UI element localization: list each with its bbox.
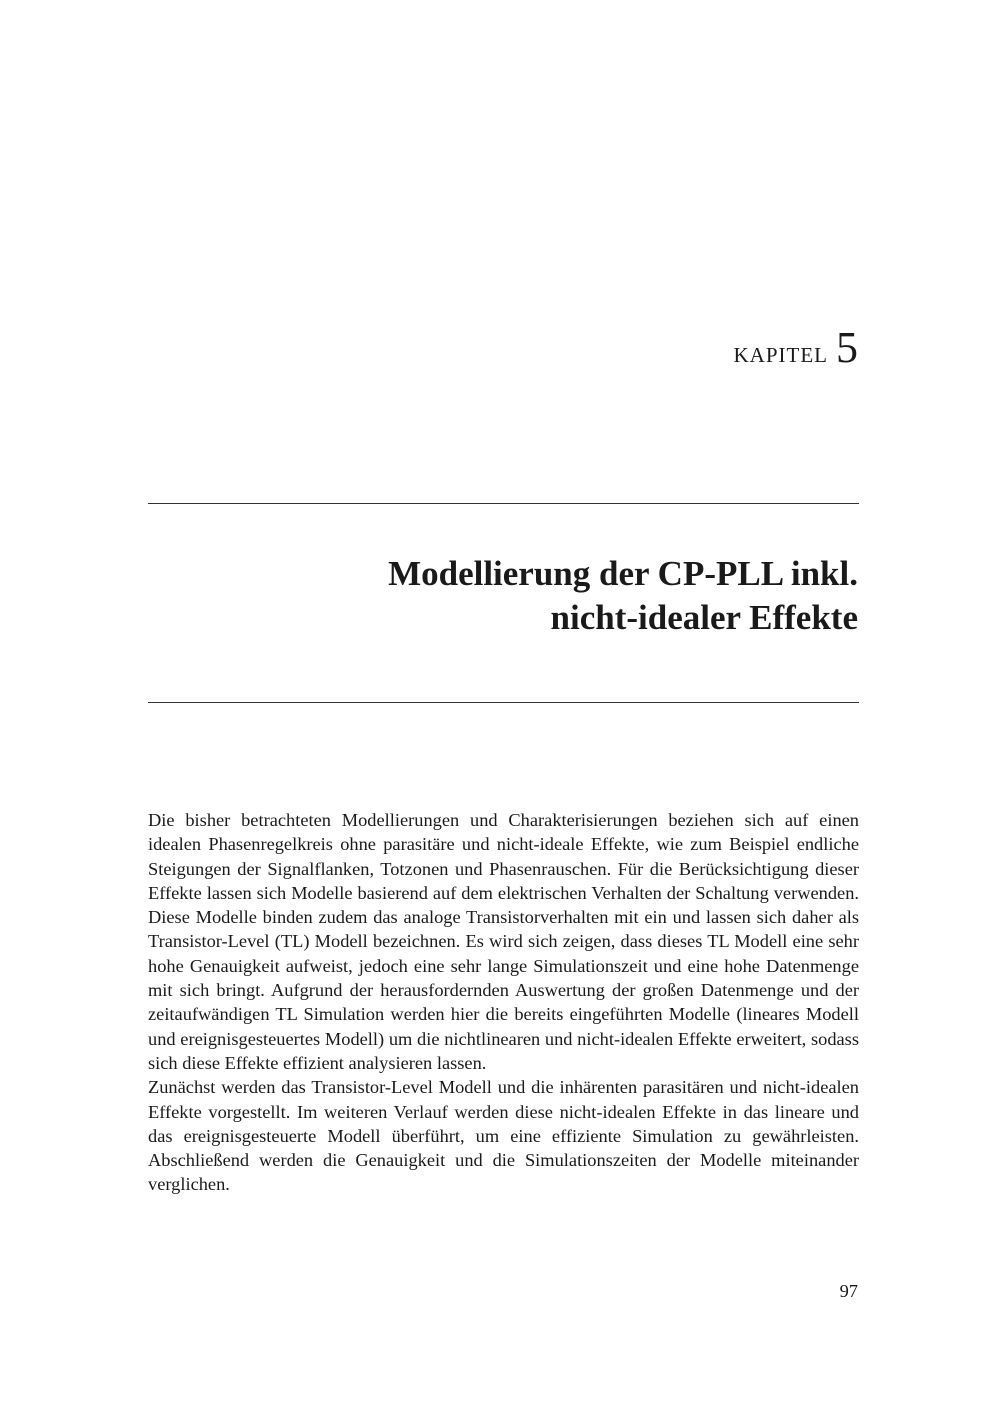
chapter-number: 5 — [836, 323, 858, 372]
chapter-title-line-2: nicht-idealer Effekte — [550, 598, 858, 637]
page-number: 97 — [839, 1281, 858, 1301]
title-rule-top — [148, 503, 859, 504]
paragraph-1: Die bisher betrachteten Modellierungen und Charakterisierungen beziehen sich auf einen idealen Phasenregelkreis ohne parasitäre und nicht-ideale Effekte, wie zum Beispiel endliche Steigungen der Signalflanken, Totzonen und Phasenrauschen. Für die Berücksichtigung dieser Effekte lassen sich Modelle basierend auf dem elektrischen Verhalten der Schaltung verwenden. Diese Modelle binden zudem das analoge Transistorverhalten mit ein und lassen sich daher als Transistor-Level (TL) Modell bezeichnen. Es wird sich zeigen, dass dieses TL Modell eine sehr hohe Genauigkeit aufweist, jedoch eine sehr lange Simulationszeit und eine hohe Datenmenge mit sich bringt. Aufgrund der herausfordernden Auswertung der großen Datenmenge und der zeitaufwändigen TL Simulation werden hier die bereits eingeführten Modelle (lineares Modell und ereignisgesteuertes Modell) um die nichtlinearen und nicht-idealen Effekte erweitert, sodass sich diese Effekte effizient analysieren lassen. — [148, 810, 859, 1073]
title-rule-bottom — [148, 702, 859, 703]
paragraph-2: Zunächst werden das Transistor-Level Modell und die inhärenten parasitären und nicht-idealen Effekte vorgestellt. Im weiteren Verlauf werden diese nicht-idealen Effekte in das lineare und das ereignisgesteuerte Modell überführt, um eine effiziente Simulation zu gewährleisten. Abschließend werden die Genauigkeit und die Simulationszeiten der Modelle miteinander verglichen. — [148, 1077, 859, 1195]
chapter-title-line-1: Modellierung der CP-PLL inkl. — [388, 554, 858, 593]
chapter-title — [147, 552, 858, 640]
chapter-label — [734, 322, 859, 373]
chapter-word: kapitel — [733, 336, 828, 369]
chapter-intro-text — [148, 808, 859, 1197]
